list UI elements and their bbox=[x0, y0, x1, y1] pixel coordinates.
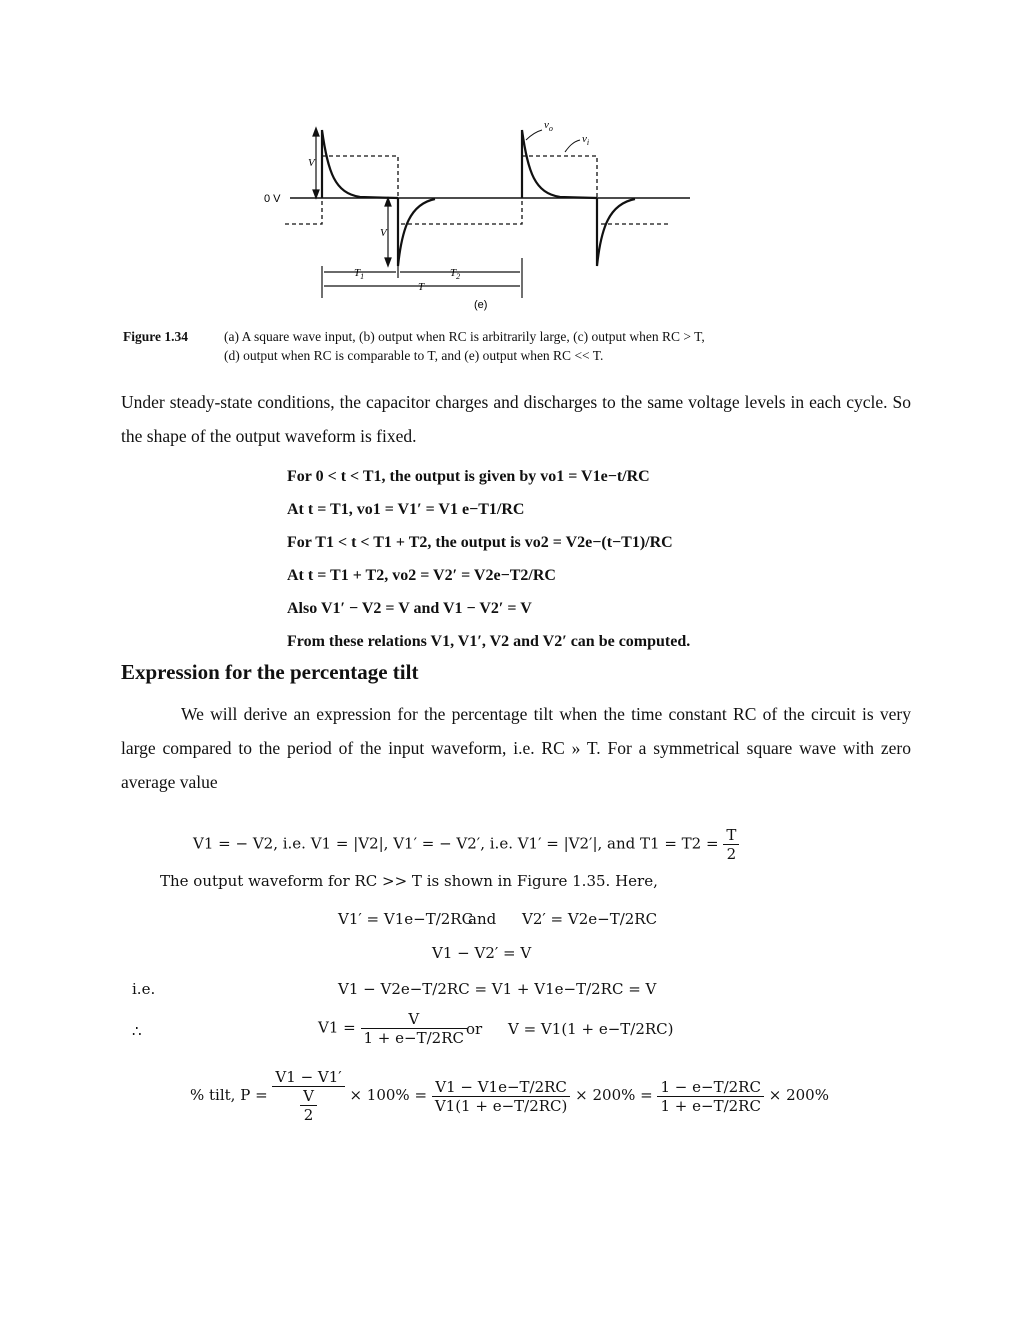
equation-line-2: At t = T1, vo1 = V1′ = V1 e−T1/RC bbox=[287, 501, 525, 518]
equation-line-4: At t = T1 + T2, vo2 = V2′ = V2e−T2/RC bbox=[287, 567, 556, 584]
tilt-fraction-2: $\frac{V1 - V1e-T/2RC}{V1(1 + e-T/2RC)}$ bbox=[432, 1078, 571, 1115]
therefore-label: ∴ bbox=[132, 1022, 142, 1040]
vi-label: $v_i$ bbox=[582, 133, 590, 147]
derivation-line-1: V1 = − V2, i.e. V1 = |V2|, V1′ = − V2′, i.e. V1′ = |V2′|, and T1 = T2 = $\frac{T}{2}$ bbox=[193, 826, 739, 863]
derivation-line-4: V1 − V2′ = V bbox=[432, 944, 532, 962]
tilt-fraction-1: $\frac{V1 - V1'}{\frac{V}{2}}$ bbox=[272, 1068, 344, 1124]
figure-caption bbox=[123, 327, 883, 367]
t2-label: $T_2$ bbox=[450, 267, 461, 281]
tilt-paragraph: We will derive an expression for the percentage tilt when the time constant RC of the circuit is very large compared to the period of the input waveform, i.e. RC » T. For a symmetrical square wave with zero average value bbox=[121, 704, 911, 792]
v-label-bottom: V bbox=[380, 227, 387, 239]
caption-text: (a) A square wave input, (b) output when RC is arbitrarily large, (c) output when RC > T, (d) output when RC is comparable to T, and (e) output when RC << T. bbox=[224, 329, 705, 363]
vo-label: $v_o$ bbox=[544, 119, 553, 133]
derivation-line-3a: V1′ = V1e−T/2RC bbox=[338, 910, 474, 928]
t-label: T bbox=[418, 281, 425, 293]
tilt-formula: % tilt, P = $\frac{V1 - V1'}{\frac{V}{2}}$ × 100% = $\frac{V1 - V1e-T/2RC}{V1(1 + e-T/2RC)}$ × 200% = $\frac{1 - e-T/2RC}{1 + e-T/2RC}$ × 200% bbox=[190, 1068, 829, 1124]
t1-label: $T_1$ bbox=[354, 267, 365, 281]
t-half-fraction: $\frac{T}{2}$ bbox=[723, 826, 739, 863]
section-heading: Expression for the percentage tilt bbox=[121, 660, 419, 684]
tilt-fraction-3: $\frac{1 - e-T/2RC}{1 + e-T/2RC}$ bbox=[657, 1078, 763, 1115]
derivation-line-6-rhs: V = V1(1 + e−T/2RC) bbox=[508, 1020, 674, 1038]
ie-label: i.e. bbox=[132, 980, 156, 998]
panel-label: (e) bbox=[474, 299, 488, 311]
zero-v-label: 0 V bbox=[264, 193, 281, 205]
derivation-line-3-and: and bbox=[468, 910, 497, 928]
derivation-line-6-or: or bbox=[466, 1020, 483, 1038]
derivation-line-2: The output waveform for RC >> T is shown in Figure 1.35. Here, bbox=[160, 872, 658, 890]
derivation-line-3b: V2′ = V2e−T/2RC bbox=[522, 910, 658, 928]
equation-line-1: For 0 < t < T1, the output is given by vo1 = V1e−t/RC bbox=[287, 468, 650, 485]
intro-paragraph: Under steady-state conditions, the capacitor charges and discharges to the same voltage levels in each cycle. So the shape of the output waveform is fixed. bbox=[121, 392, 911, 446]
equation-block bbox=[287, 460, 767, 658]
equation-line-3: For T1 < t < T1 + T2, the output is vo2 = V2e−(t−T1)/RC bbox=[287, 534, 673, 551]
caption-label: Figure 1.34 bbox=[123, 329, 188, 344]
derivation-line-6: V1 = $\frac{V}{1 + e-T/2RC}$ bbox=[318, 1010, 467, 1047]
equation-line-6: From these relations V1, V1′, V2 and V2′ can be computed. bbox=[287, 633, 691, 650]
equation-line-5: Also V1′ − V2 = V and V1 − V2′ = V bbox=[287, 600, 532, 617]
derivation-line-5: V1 − V2e−T/2RC = V1 + V1e−T/2RC = V bbox=[338, 980, 657, 998]
v-label-top: V bbox=[308, 157, 315, 169]
waveform-figure bbox=[250, 118, 700, 318]
